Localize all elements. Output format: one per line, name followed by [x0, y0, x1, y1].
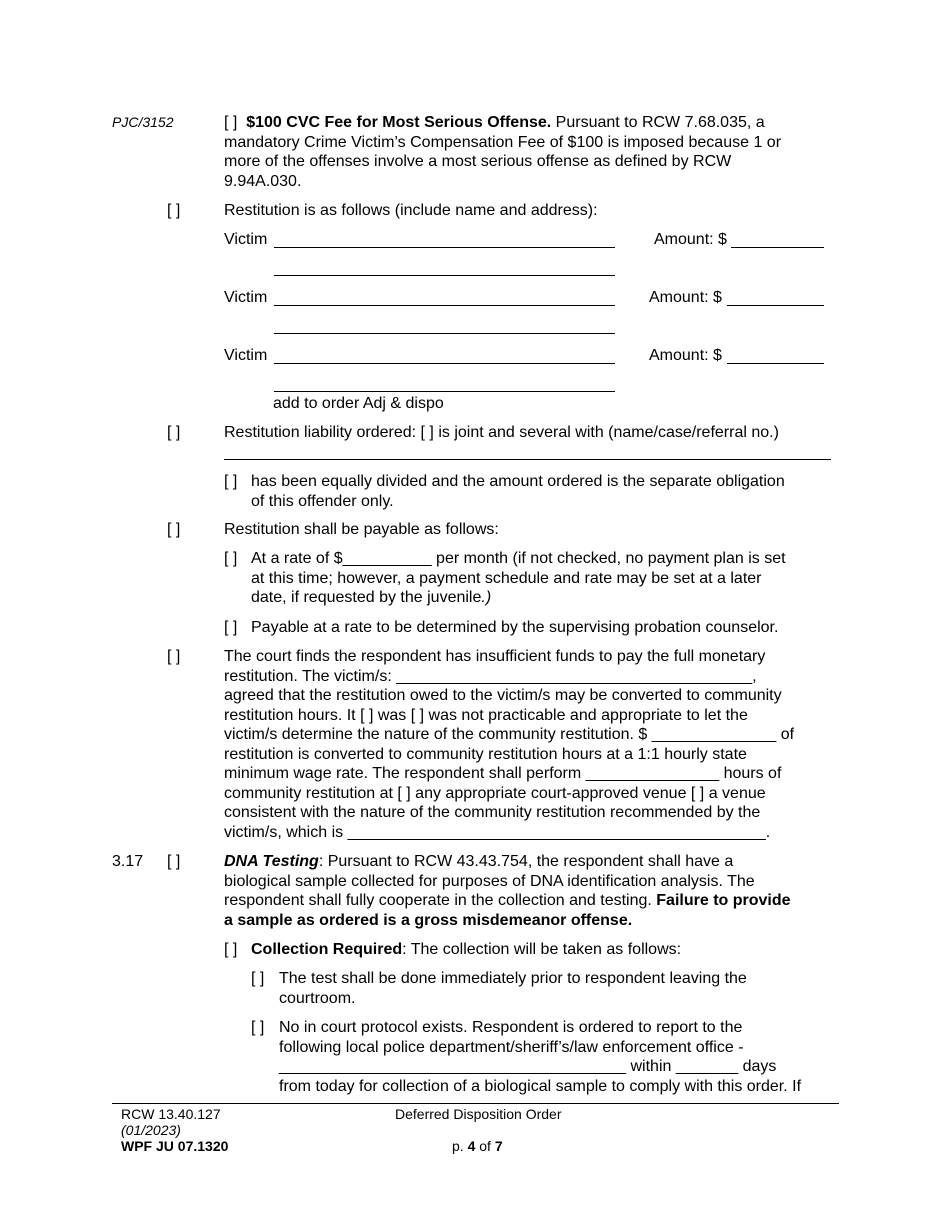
cvc-line-4: 9.94A.030. [224, 172, 302, 190]
cvc-fee-paragraph [224, 113, 844, 191]
protocol-line: from today for collection of a biological sample to comply with this order. If [279, 1077, 802, 1095]
restitution-intro: Restitution is as follows (include name and address): [224, 202, 598, 219]
cvc-checkbox[interactable]: [ ] [224, 114, 238, 131]
amount-label-1: Amount: $ [654, 231, 727, 248]
insufficient-line: restitution hours. It [ ] was [ ] was not practicable and appropriate to let the [224, 706, 748, 724]
collection-checkbox[interactable]: [ ] [224, 941, 238, 958]
victim-3-address-line[interactable] [274, 391, 615, 392]
page-mid: of [475, 1138, 495, 1154]
divided-line-2: of this offender only. [251, 492, 394, 510]
liability-checkbox[interactable]: [ ] [167, 424, 181, 441]
insufficient-line: agreed that the restitution owed to the victim/s may be converted to community [224, 687, 782, 704]
counselor-checkbox[interactable]: [ ] [224, 619, 238, 636]
insufficient-line: The court finds the respondent has insufficient funds to pay the full monetary [224, 648, 766, 665]
dna-section-number: 3.17 [112, 853, 144, 870]
margin-tag: PJC/3152 [112, 114, 174, 130]
insufficient-line: community restitution at [ ] any appropriate court-approved venue [ ] a venue [224, 784, 766, 802]
restitution-note: add to order Adj & dispo [273, 395, 444, 412]
insufficient-checkbox[interactable]: [ ] [167, 648, 181, 665]
divided-text [251, 472, 785, 511]
amount-1-line[interactable] [731, 247, 824, 248]
protocol-line: _______________________________________ within _______ days [279, 1058, 777, 1075]
insufficient-line: victim/s determine the nature of the community restitution. $ ______________ of [224, 726, 795, 743]
footer-statute: RCW 13.40.127 [121, 1106, 221, 1122]
footer-title: Deferred Disposition Order [395, 1106, 562, 1122]
amount-label-2: Amount: $ [649, 289, 722, 306]
divided-checkbox[interactable]: [ ] [224, 473, 238, 490]
rate-checkbox[interactable]: [ ] [224, 550, 238, 567]
victim-2-name-line[interactable] [274, 305, 615, 306]
rate-line-3-end: .) [481, 589, 492, 606]
counselor-text: Payable at a rate to be determined by the supervising probation counselor. [251, 619, 779, 636]
insufficient-line: restitution. The victim/s: ________________________________________, [224, 667, 757, 685]
victim-label-1: Victim [224, 231, 268, 248]
insufficient-paragraph [224, 647, 794, 842]
insufficient-line: victim/s, which is _______________________________________________. [224, 823, 771, 841]
dna-line-3: respondent shall fully cooperate in the collection and testing. [224, 892, 657, 909]
page-current: 4 [467, 1138, 476, 1154]
page-prefix: p. [452, 1138, 468, 1154]
insufficient-line: consistent with the nature of the community restitution recommended by the [224, 804, 761, 821]
amount-label-3: Amount: $ [649, 347, 722, 364]
footer-date: (01/2023) [121, 1122, 181, 1138]
amount-3-line[interactable] [727, 363, 824, 364]
dna-line-1: : Pursuant to RCW 43.43.754, the respondent shall have a [318, 853, 734, 870]
footer-page-number [452, 1138, 503, 1154]
protocol-checkbox[interactable]: [ ] [251, 1019, 265, 1036]
victim-1-name-line[interactable] [274, 247, 615, 248]
collection-text: : The collection will be taken as follows: [402, 941, 682, 958]
insufficient-line: restitution is converted to community restitution hours at a 1:1 hourly state [224, 745, 747, 763]
divided-line-1: has been equally divided and the amount ordered is the separate obligation [251, 473, 785, 490]
victim-label-3: Victim [224, 347, 268, 364]
rate-line-2: at this time; however, a payment schedule and rate may be set at a later [251, 569, 762, 587]
footer-divider [112, 1103, 839, 1104]
restitution-checkbox[interactable]: [ ] [167, 202, 181, 219]
dna-title: DNA Testing [224, 853, 319, 870]
dna-warning-2: a sample as ordered is a gross misdemeanor offense. [224, 911, 633, 929]
dna-paragraph [224, 852, 791, 930]
victim-1-address-line[interactable] [274, 275, 615, 276]
rate-text [251, 549, 786, 608]
insufficient-line: minimum wage rate. The respondent shall perform _______________ hours of [224, 765, 782, 782]
victim-label-2: Victim [224, 289, 268, 306]
liability-name-line[interactable] [224, 459, 831, 460]
cvc-line-3: more of the offenses involve a most serious offense as defined by RCW [224, 153, 732, 170]
victim-3-name-line[interactable] [274, 363, 615, 364]
dna-line-2: biological sample collected for purposes of DNA identification analysis. The [224, 872, 755, 890]
victim-2-address-line[interactable] [274, 333, 615, 334]
immediate-line-1: The test shall be done immediately prior to respondent leaving the [279, 970, 747, 987]
amount-2-line[interactable] [727, 305, 824, 306]
cvc-line-2: mandatory Crime Victim’s Compensation Fee of $100 is imposed because 1 or [224, 133, 782, 151]
cvc-text: Pursuant to RCW 7.68.035, a [551, 114, 765, 131]
dna-checkbox[interactable]: [ ] [167, 853, 181, 870]
dna-warning-1: Failure to provide [656, 892, 791, 909]
payable-checkbox[interactable]: [ ] [167, 521, 181, 538]
protocol-line: No in court protocol exists. Respondent is ordered to report to the [279, 1019, 743, 1036]
page-total: 7 [494, 1138, 503, 1154]
protocol-line: following local police department/sheriff’s/law enforcement office - [279, 1038, 744, 1056]
payable-text: Restitution shall be payable as follows: [224, 521, 499, 538]
collection-title: Collection Required [251, 941, 403, 958]
cvc-title: $100 CVC Fee for Most Serious Offense. [246, 114, 552, 131]
rate-line-3: date, if requested by the juvenile [251, 589, 482, 606]
rate-line-1: At a rate of $__________ per month (if not checked, no payment plan is set [251, 550, 786, 567]
immediate-line-2: courtroom. [279, 989, 356, 1007]
liability-text: Restitution liability ordered: [ ] is joint and several with (name/case/referral no.) [224, 424, 779, 441]
immediate-checkbox[interactable]: [ ] [251, 970, 265, 987]
footer-form-number: WPF JU 07.1320 [121, 1138, 229, 1154]
protocol-text [279, 1018, 801, 1096]
immediate-text [279, 969, 747, 1008]
